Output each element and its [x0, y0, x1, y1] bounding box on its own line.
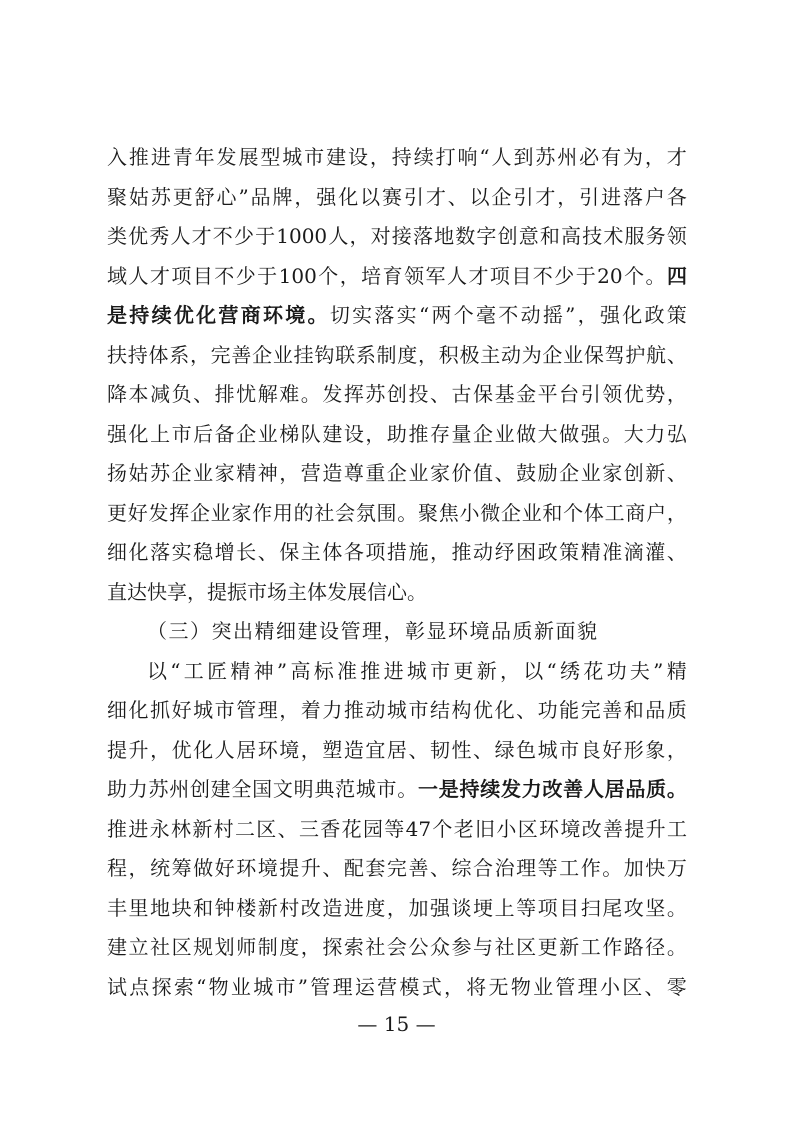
text-line: 丰 里 地 块 和 钟 楼 新 村 改 造 进 度 ， 加 强 谈 埂 上 等 项 目 扫 尾 攻 坚 。	[107, 895, 687, 920]
text-line: 扬 姑 苏 企 业 家 精 神 ， 营 造 尊 重 企 业 家 价 值 、 鼓 励 企 业 家 创 新 、	[107, 461, 687, 485]
text-line: 试 点 探 索 “ 物 业 城 市 ” 管 理 运 营 模 式 ， 将 无 物 业 管 理 小 区 、 零	[107, 974, 687, 999]
text-line: 细 化 抓 好 城 市 管 理 ， 着 力 推 动 城 市 结 构 优 化 、 功 能 完 善 和 品 质	[107, 698, 687, 722]
text-line: 更 好 发 挥 企 业 家 作 用 的 社 会 氛 围 。 聚 焦 小 微 企 业 和 个 体 工 商 户 ，	[107, 500, 687, 525]
text-line: 建 立 社 区 规 划 师 制 度 ， 探 索 社 会 公 众 参 与 社 区 更 新 工 作 路 径 。	[107, 935, 687, 959]
text-line: 细 化 落 实 稳 增 长 、 保 主 体 各 项 措 施 ， 推 动 纾 困 政 策 精 准 滴 灌 、	[107, 540, 687, 564]
text-line: 入 推 进 青 年 发 展 型 城 市 建 设 ， 持 续 打 响 “ 人 到 苏 州 必 有 为 ， 才	[107, 145, 687, 169]
text-line: 强 化 上 市 后 备 企 业 梯 队 建 设 ， 助 推 存 量 企 业 做 大 做 强 。 大 力 弘	[107, 421, 687, 446]
page-number: — 15 —	[357, 1012, 436, 1036]
text-line: 是 持 续 优 化 营 商 环 境 。 切 实 落 实 “ 两 个 毫 不 动 摇 ” ， 强 化 政 策	[107, 303, 687, 327]
text-line: 直 达 快 享 ， 提 振 市 场 主 体 发 展 信 心 。	[107, 579, 427, 604]
text-line: 降 本 减 负 、 排 忧 解 难 。 发 挥 苏 创 投 、 古 保 基 金 平 台 引 领 优 势 ，	[107, 382, 687, 406]
text-line: 扶 持 体 系 ， 完 善 企 业 挂 钩 联 系 制 度 ， 积 极 主 动 为 企 业 保 驾 护 航 、	[107, 342, 687, 367]
body-text	[107, 138, 687, 1007]
text-line: 聚 姑 苏 更 舒 心 ” 品 牌 ， 强 化 以 赛 引 才 、 以 企 引 才 ， 引 进 落 户 各	[107, 184, 687, 209]
text-line: 提 升 ， 优 化 人 居 环 境 ， 塑 造 宜 居 、 韧 性 、 绿 色 城 市 良 好 形 象 ，	[107, 737, 687, 762]
text-line: 域 人 才 项 目 不 少 于 100 个 ， 培 育 领 军 人 才 项 目 不 少 于 20 个 。 四	[107, 263, 687, 288]
section-heading: （三）突出精细建设管理，彰显环境品质新面貌	[147, 619, 599, 643]
text-line: 类 优 秀 人 才 不 少 于 1000 人 ， 对 接 落 地 数 字 创 意 和 高 技 术 服 务 领	[107, 224, 687, 248]
text-line: 推 进 永 林 新 村 二 区 、 三 香 花 园 等 47 个 老 旧 小 区 环 境 改 善 提 升 工	[107, 816, 687, 841]
text-line: 助 力 苏 州 创 建 全 国 文 明 典 范 城 市 。 一 是 持 续 发 力 改 善 人 居 品 质 。	[107, 777, 687, 801]
text-line: 以 “ 工 匠 精 神 ” 高 标 准 推 进 城 市 更 新 ， 以 “ 绣 花 功 夫 ” 精	[147, 658, 687, 683]
text-line: 程 ， 统 筹 做 好 环 境 提 升 、 配 套 完 善 、 综 合 治 理 等 工 作 。 加 快 万	[107, 856, 687, 880]
